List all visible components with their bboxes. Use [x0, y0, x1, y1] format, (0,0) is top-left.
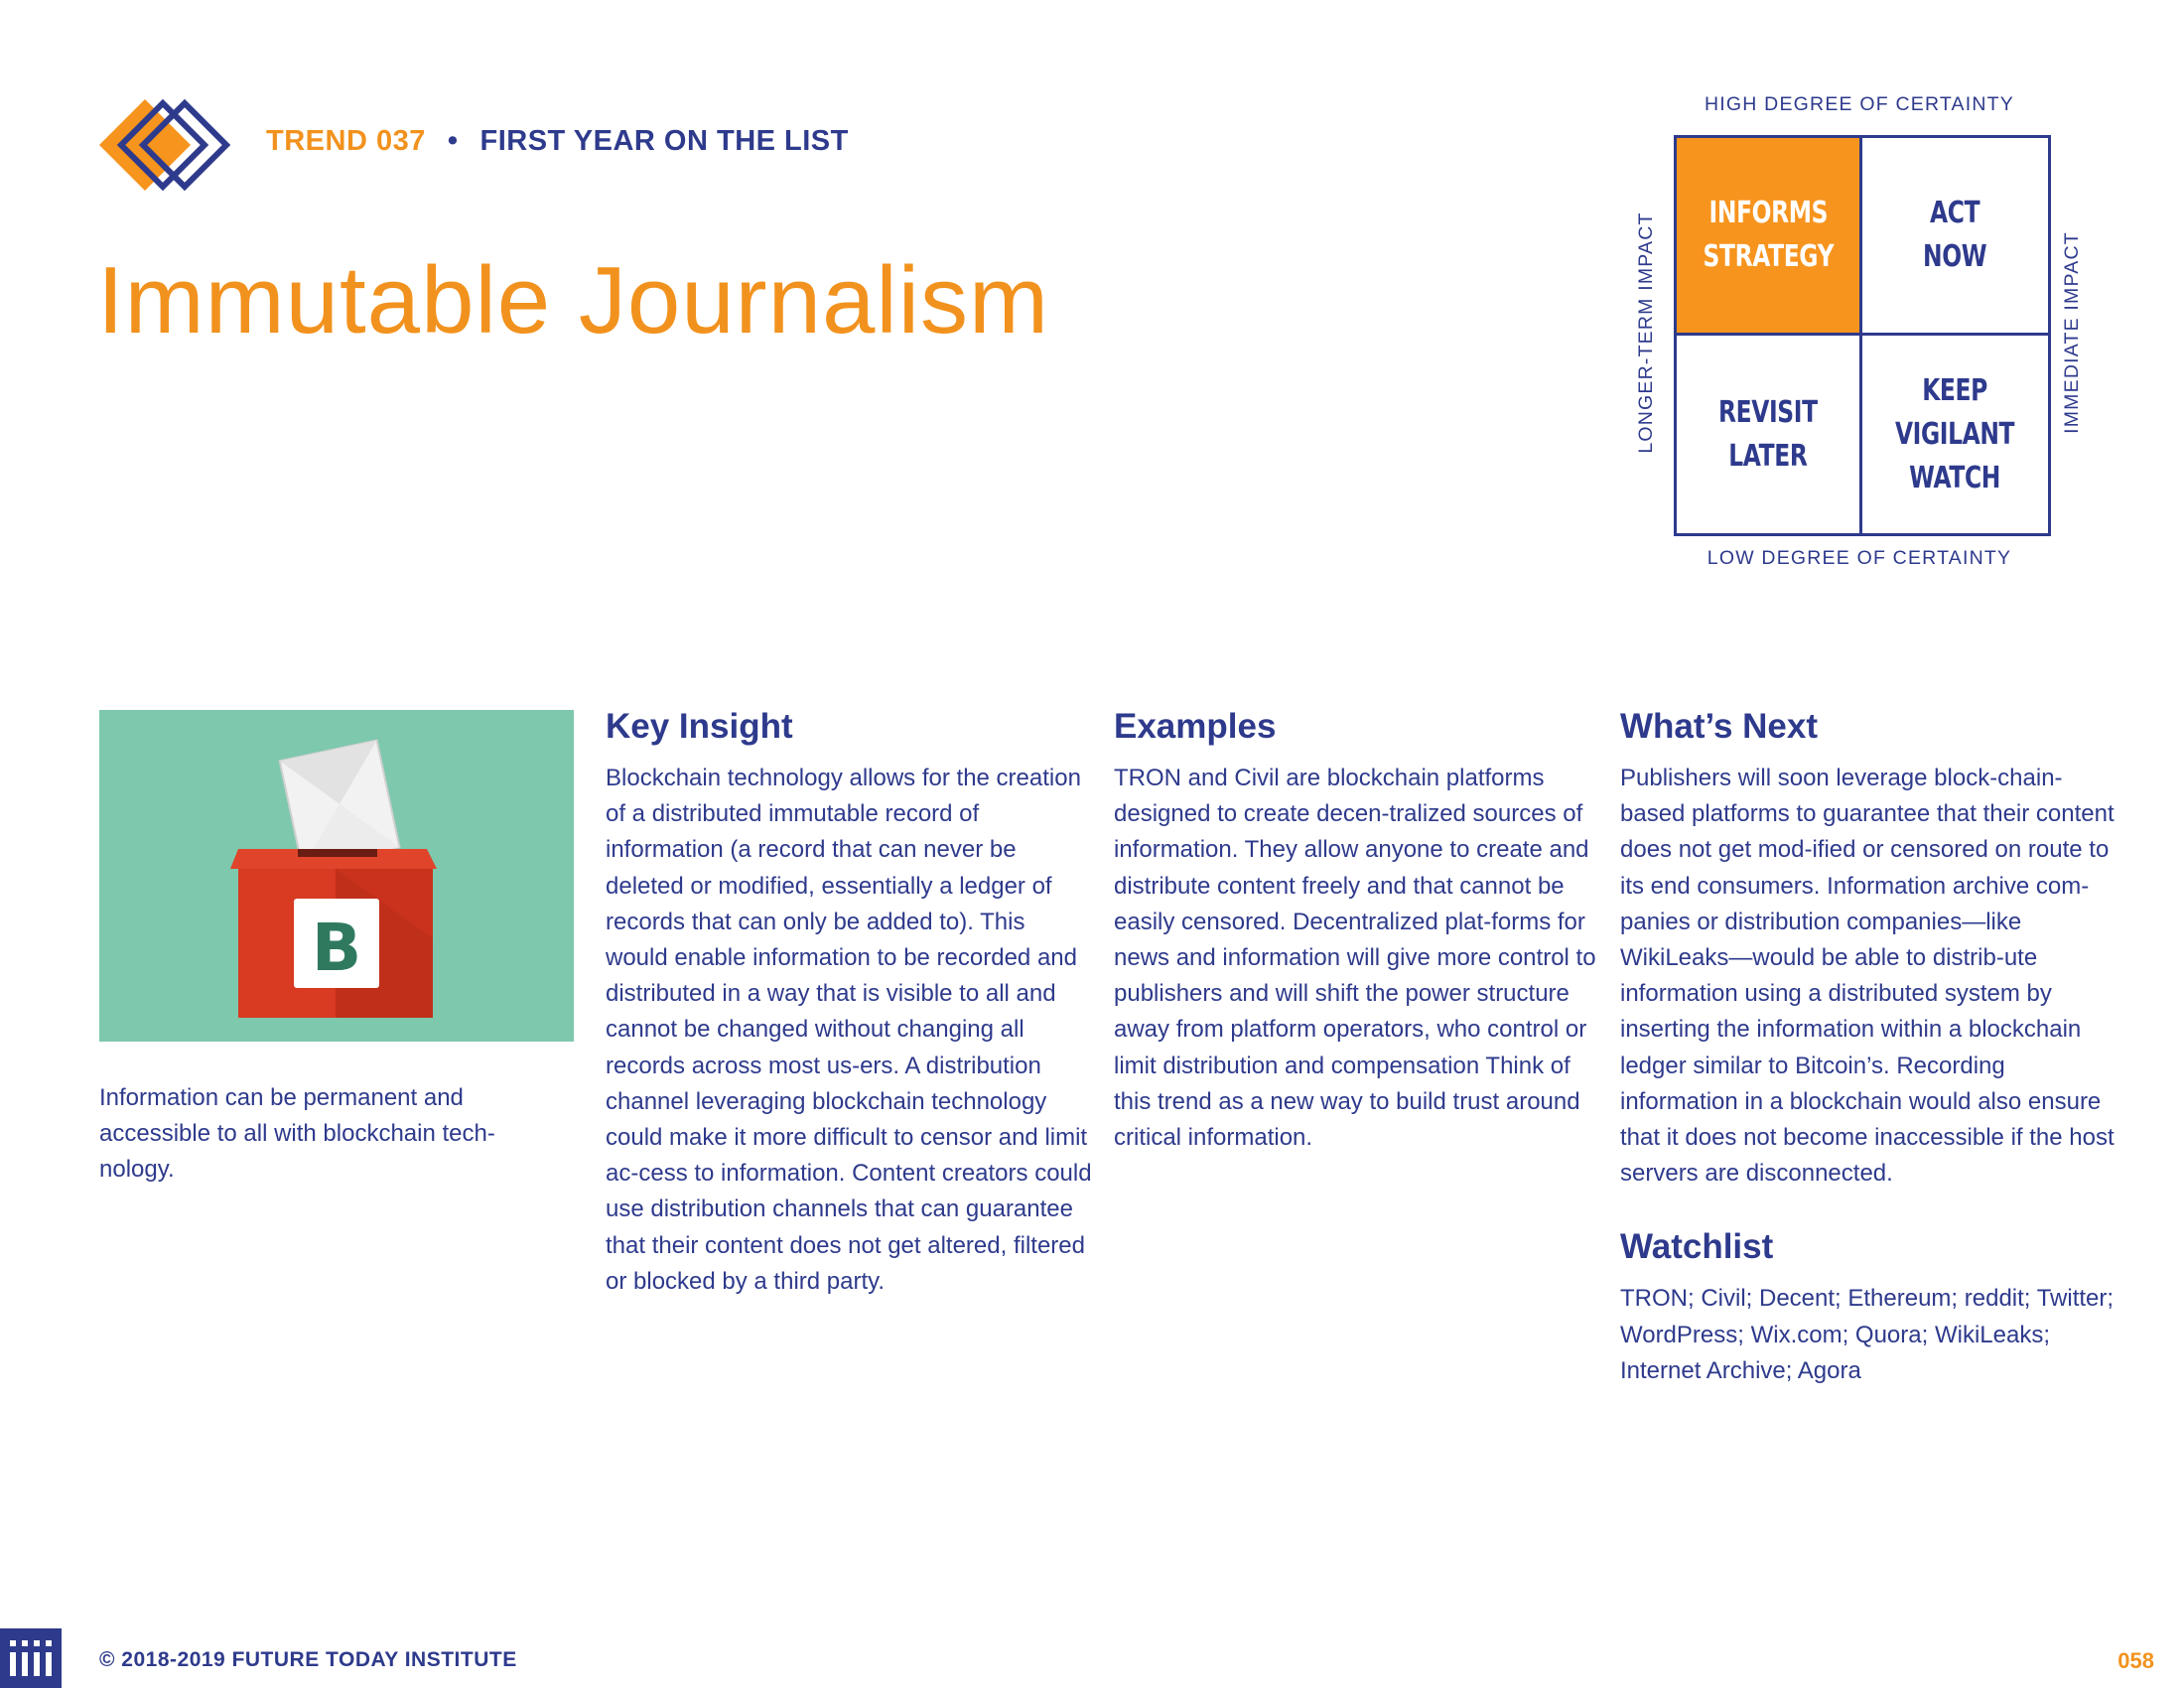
matrix-cell-revisit-later: [1677, 336, 1862, 533]
matrix-cell-label: INFORMS STRATEGY: [1703, 196, 1834, 274]
watchlist-body: TRON; Civil; Decent; Ethereum; reddit; Twitter; WordPress; Wix.com; Quora; WikiLeaks; Internet Archive; Agora: [1620, 1285, 2115, 1384]
key-insight-heading: Key Insight: [606, 707, 793, 746]
page-number: 058: [2117, 1648, 2154, 1673]
whats-next-body: Publishers will soon leverage block-chain-based platforms to guarantee that their content does not get mod-ified or censored on route to its end consumers. Information archive com-panies or distribution companies—like WikiLeaks—would be able to distrib-ute information using a distributed system by inserting the information within a blockchain ledger similar to Bitcoin’s. Recording information in a blockchain would also ensure that it does not become inaccessible if the host servers are disconnected.: [1620, 765, 2115, 1188]
watchlist-section: [1620, 1225, 2116, 1389]
image-caption: Information can be permanent and accessible to all with blockchain tech-nology.: [99, 1084, 495, 1183]
key-insight-body: Blockchain technology allows for the creation of a distributed immutable record of information (a record that can never be deleted or modified, essentially a ledger of records that can only be added to). This would enable information to be recorded and distributed in a way that is visible to all and cannot be changed without changing all records across most us-ers. A distribution channel leveraging blockchain technology could make it more difficult to censor and limit ac-cess to information. Content creators could use distribution channels that can guarantee that their content does not get altered, filtered or blocked by a third party.: [606, 765, 1092, 1295]
matrix-right-label: IMMEDIATE IMPACT: [2061, 231, 2083, 434]
matrix-cell-keep-vigilant-watch: [1862, 336, 2048, 533]
examples-section: [1114, 705, 1600, 1156]
trend-logo-icon: [97, 95, 236, 195]
key-insight-section: [606, 705, 1092, 1300]
matrix-top-label: HIGH DEGREE OF CERTAINTY: [1705, 93, 2014, 115]
copyright: © 2018-2019 FUTURE TODAY INSTITUTE: [99, 1648, 517, 1671]
matrix-bottom-label: LOW DEGREE OF CERTAINTY: [1706, 547, 2012, 569]
matrix-cell-informs-strategy: [1677, 138, 1862, 336]
matrix-cell-label: KEEP VIGILANT WATCH: [1895, 372, 2015, 495]
page-title: Immutable Journalism: [97, 247, 1049, 353]
trend-number: TREND 037: [266, 125, 426, 157]
whats-next-section: [1620, 705, 2116, 1389]
ballot-box-bitcoin-icon: [99, 710, 574, 1042]
matrix-cell-label: REVISIT LATER: [1718, 394, 1818, 474]
certainty-matrix: [1674, 135, 2051, 536]
matrix-cell-label: ACT NOW: [1923, 196, 1987, 274]
matrix-left-label: LONGER-TERM IMPACT: [1635, 211, 1657, 454]
hero-image: [99, 710, 574, 1042]
trend-tag: FIRST YEAR ON THE LIST: [479, 125, 849, 157]
bitcoin-emblem: B: [311, 910, 362, 986]
watchlist-heading: Watchlist: [1620, 1227, 1774, 1267]
matrix-cell-act-now: [1862, 138, 2048, 336]
examples-body: TRON and Civil are blockchain platforms designed to create decen-tralized sources of information. They allow anyone to create and distribute content freely and that cannot be easily censored. Decentralized plat-forms for news and information will give more control to publishers and will shift the power structure away from platform operators, who control or limit distribution and compensation Think of this trend as a new way to build trust around critical information.: [1114, 765, 1596, 1152]
trend-separator: •: [447, 125, 459, 157]
examples-heading: Examples: [1114, 707, 1277, 746]
trend-line: [266, 125, 849, 158]
fti-logo-icon: [0, 1628, 62, 1688]
whats-next-heading: What’s Next: [1620, 707, 1819, 746]
